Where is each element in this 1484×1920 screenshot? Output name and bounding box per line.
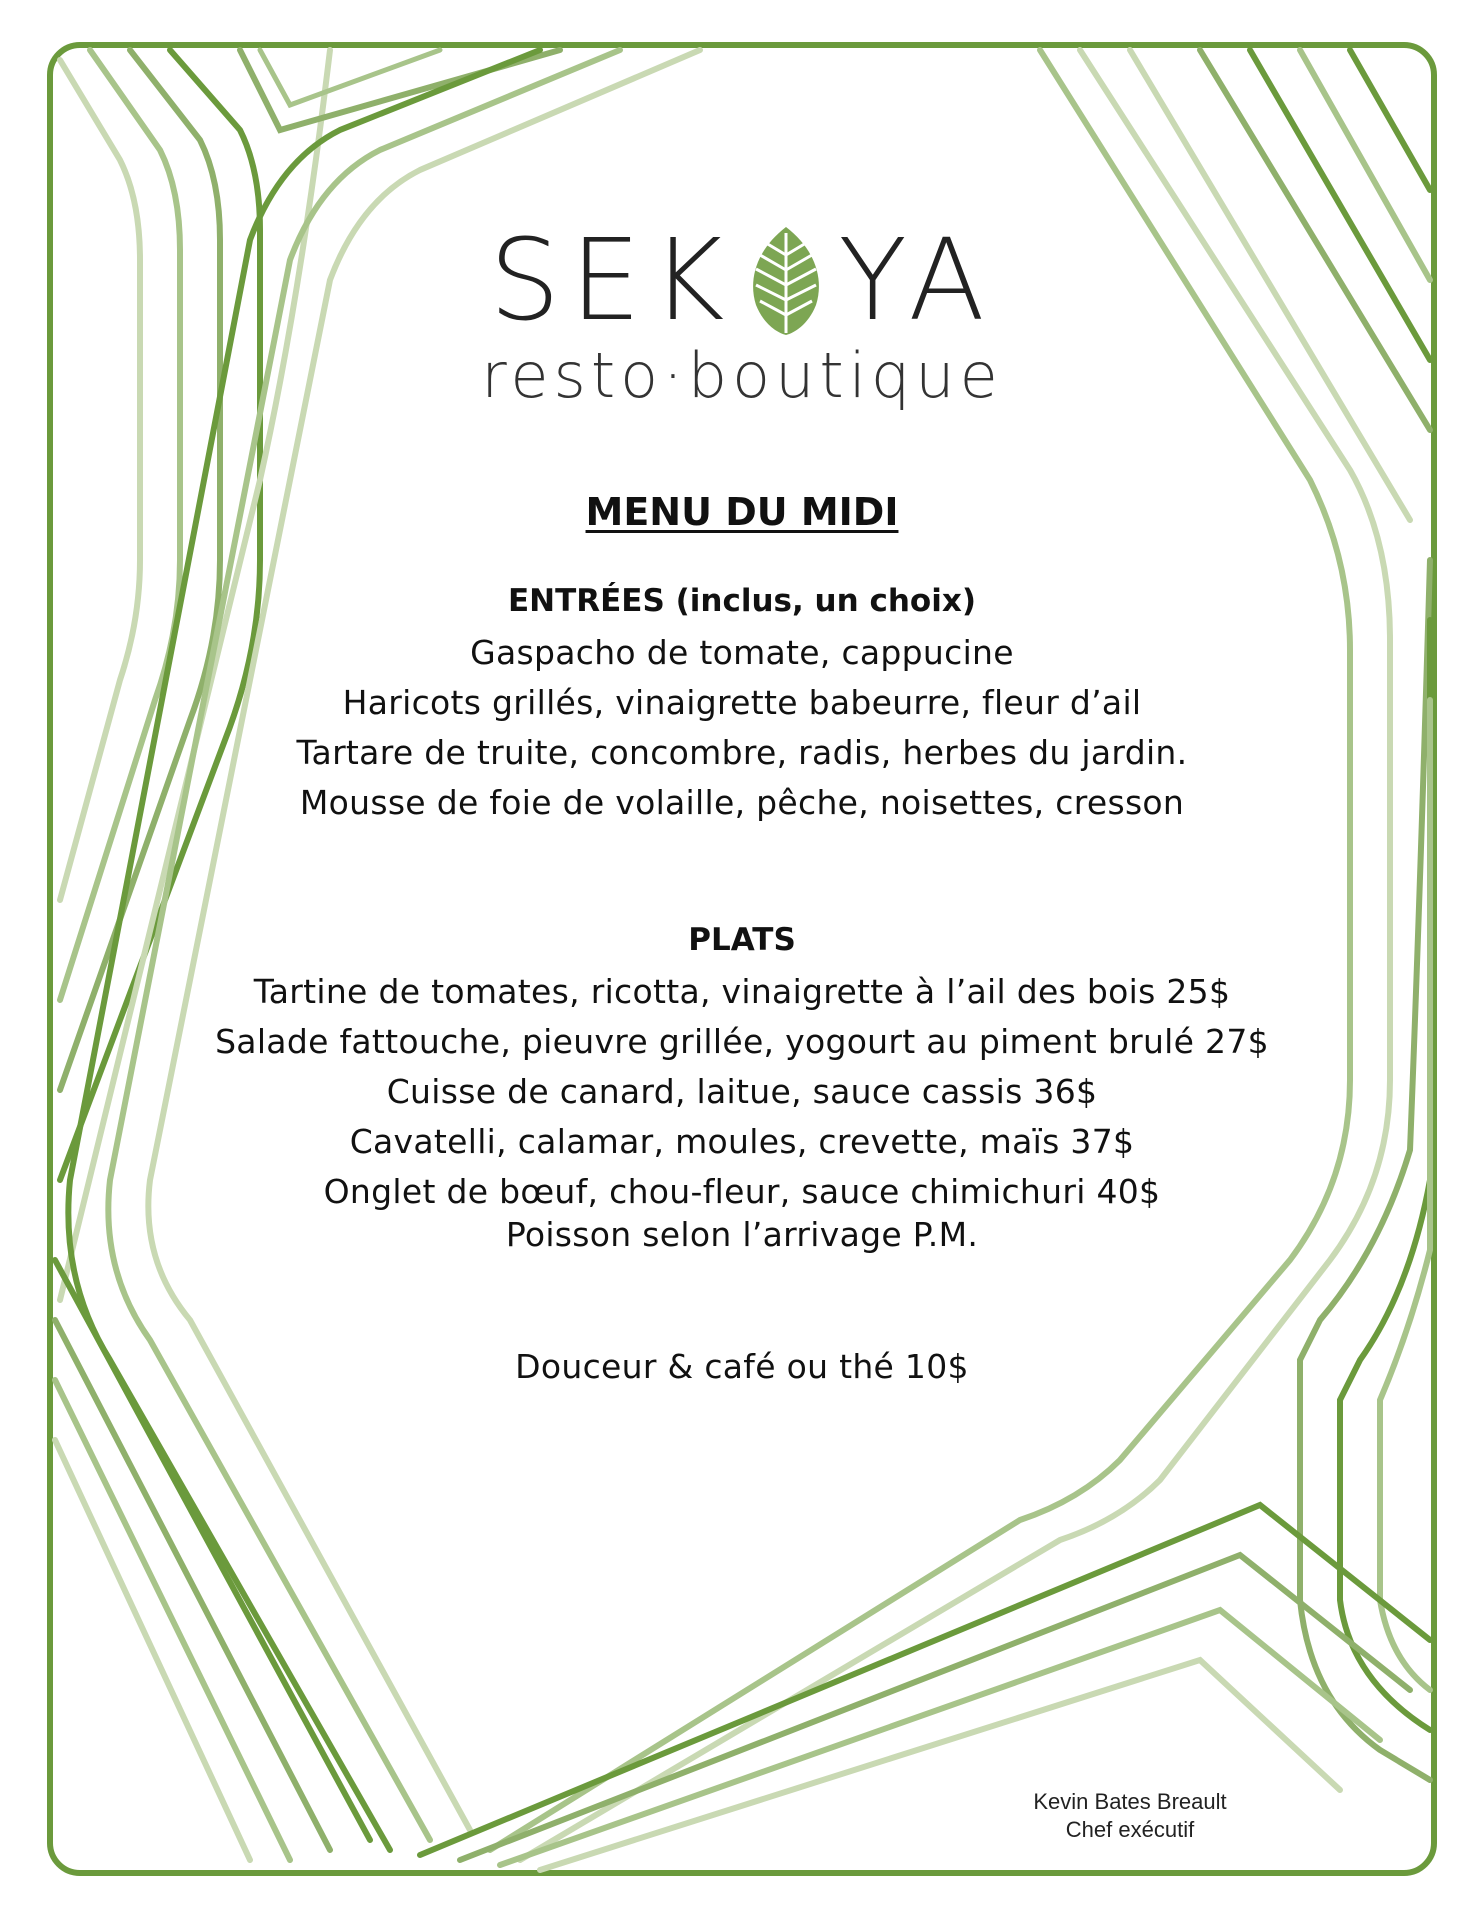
chef-name: Kevin Bates Breault	[1033, 1789, 1227, 1814]
brand-logo	[0, 216, 1484, 346]
dessert-item: Douceur & café ou thé 10$	[515, 1347, 969, 1386]
chef-title: Chef exécutif	[1065, 1817, 1195, 1842]
plat-item: Tartine de tomates, ricotta, vinaigrette à l’ail des bois 25$	[253, 972, 1231, 1011]
leaf-icon	[746, 225, 826, 337]
plat-item: Salade fattouche, pieuvre grillée, yogourt au piment brulé 27$	[215, 1022, 1269, 1061]
entree-item: Mousse de foie de volaille, pêche, noisettes, cresson	[299, 783, 1185, 822]
plat-item: Cavatelli, calamar, moules, crevette, maïs 37$	[349, 1122, 1135, 1161]
plats-heading: PLATS	[688, 922, 796, 958]
entree-item: Haricots grillés, vinaigrette babeurre, fleur d’ail	[342, 683, 1142, 722]
brand-name-left: SEK	[489, 216, 735, 346]
menu-title: MENU DU MIDI	[585, 490, 899, 534]
plat-item: Cuisse de canard, laitue, sauce cassis 36$	[386, 1072, 1098, 1111]
brand-name-right: YA	[838, 216, 995, 346]
entree-item: Tartare de truite, concombre, radis, herbes du jardin.	[296, 733, 1188, 772]
entrees-heading: ENTRÉES (inclus, un choix)	[507, 583, 977, 619]
plat-item: Onglet de bœuf, chou-fleur, sauce chimichuri 40$	[323, 1172, 1161, 1211]
entree-item: Gaspacho de tomate, cappucine	[470, 633, 1014, 672]
plat-item: Poisson selon l’arrivage P.M.	[505, 1215, 979, 1254]
brand-tagline: resto·boutique	[481, 339, 1003, 412]
